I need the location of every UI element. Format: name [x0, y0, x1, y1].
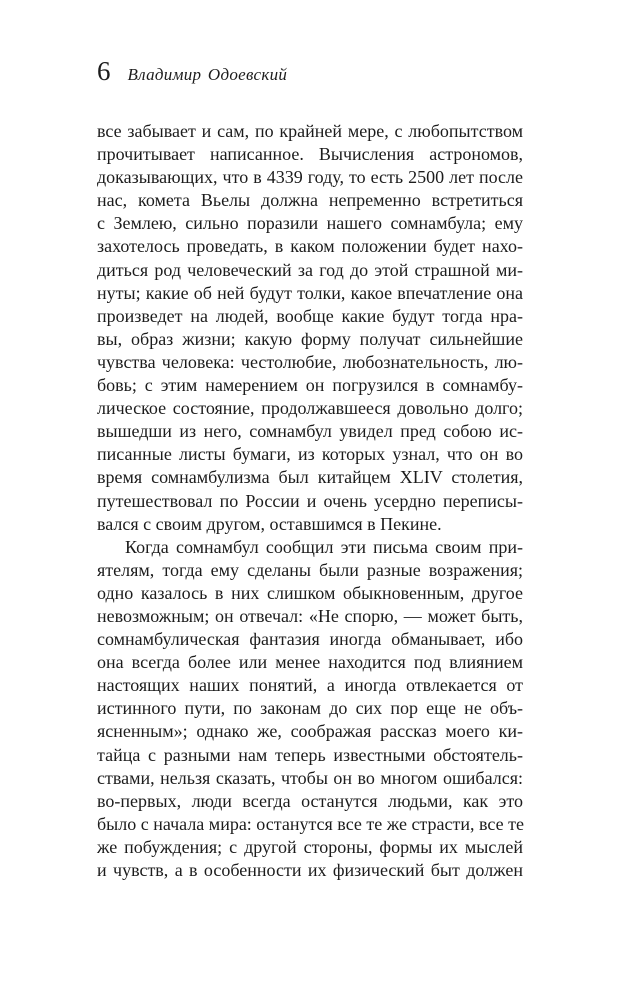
- text-line: во-первых, люди всегда останутся людьми, как это: [97, 790, 523, 811]
- text-line: лическое состояние, продолжавшееся довольно долго;: [97, 398, 523, 419]
- text-line: произведет на людей, вообще какие будут тогда нра-: [97, 305, 523, 326]
- text-line: захотелось проведать, в каком положении будет нахо-: [97, 236, 523, 257]
- text-line: было с начала мира: останутся все те же страсти, все те: [97, 813, 524, 834]
- text-line: нас, комета Вьелы должна непременно встретиться: [97, 190, 523, 211]
- text-line: писанные листы бумаги, из которых узнал, что он во: [97, 444, 523, 465]
- text-line: ясненным»; однако же, соображая рассказ моего ки-: [97, 721, 523, 742]
- running-head-author: Владимир Одоевский: [127, 65, 288, 84]
- text-line: вался с своим другом, оставшимся в Пекине.: [97, 513, 442, 534]
- page-number: 6: [97, 56, 111, 86]
- text-line: она всегда более или менее находится под влиянием: [97, 652, 523, 673]
- text-line: Когда сомнамбул сообщил эти письма своим при-: [125, 536, 523, 557]
- text-line: сомнамбулическая фантазия иногда обманывает, ибо: [97, 629, 523, 650]
- text-line: вы, образ жизни; какую форму получат сильнейшие: [97, 328, 523, 349]
- text-line: и чувств, а в особенности их физический быт должен: [97, 860, 523, 880]
- text-line: ятелям, тогда ему сделаны были разные возражения;: [97, 559, 523, 580]
- text-line: ствами, нельзя сказать, чтобы он во многом ошибался:: [97, 767, 523, 788]
- text-line: истинного пути, по законам до сих пор еще не объ-: [97, 698, 523, 719]
- text-line: с Землею, сильно поразили нашего сомнамбула; ему: [97, 213, 523, 234]
- body-text-block: [97, 120, 523, 882]
- text-line: настоящих наших понятий, а иногда отвлекается от: [97, 675, 523, 696]
- text-line: диться род человеческий за год до этой страшной ми-: [97, 259, 523, 280]
- text-line: нуты; какие об ней будут толки, какое впечатление она: [97, 282, 523, 303]
- text-line: вышедши из него, сомнамбул увидел пред собою ис-: [97, 421, 523, 442]
- text-line: время сомнамбулизма был китайцем XLIV столетия,: [97, 467, 523, 488]
- text-line: путешествовал по России и очень усердно переписы-: [97, 490, 523, 511]
- text-line: тайца с разными нам теперь известными обстоятель-: [97, 744, 523, 765]
- text-line: бовь; с этим намерением он погрузился в сомнамбу-: [97, 375, 523, 396]
- text-line: все забывает и сам, по крайней мере, с любопытством: [97, 121, 523, 141]
- text-line: одно казалось в них слишком обыкновенным, другое: [97, 582, 523, 603]
- running-header: [97, 58, 523, 85]
- text-line: же побуждения; с другой стороны, формы их мыслей: [97, 836, 523, 857]
- text-line: прочитывает написанное. Вычисления астрономов,: [97, 144, 523, 165]
- text-line: чувства человека: честолюбие, любознательность, лю-: [97, 351, 523, 372]
- text-line: доказывающих, что в 4339 году, то есть 2500 лет после: [97, 167, 523, 188]
- text-line: невозможным; он отвечал: «Не спорю, — может быть,: [97, 605, 523, 626]
